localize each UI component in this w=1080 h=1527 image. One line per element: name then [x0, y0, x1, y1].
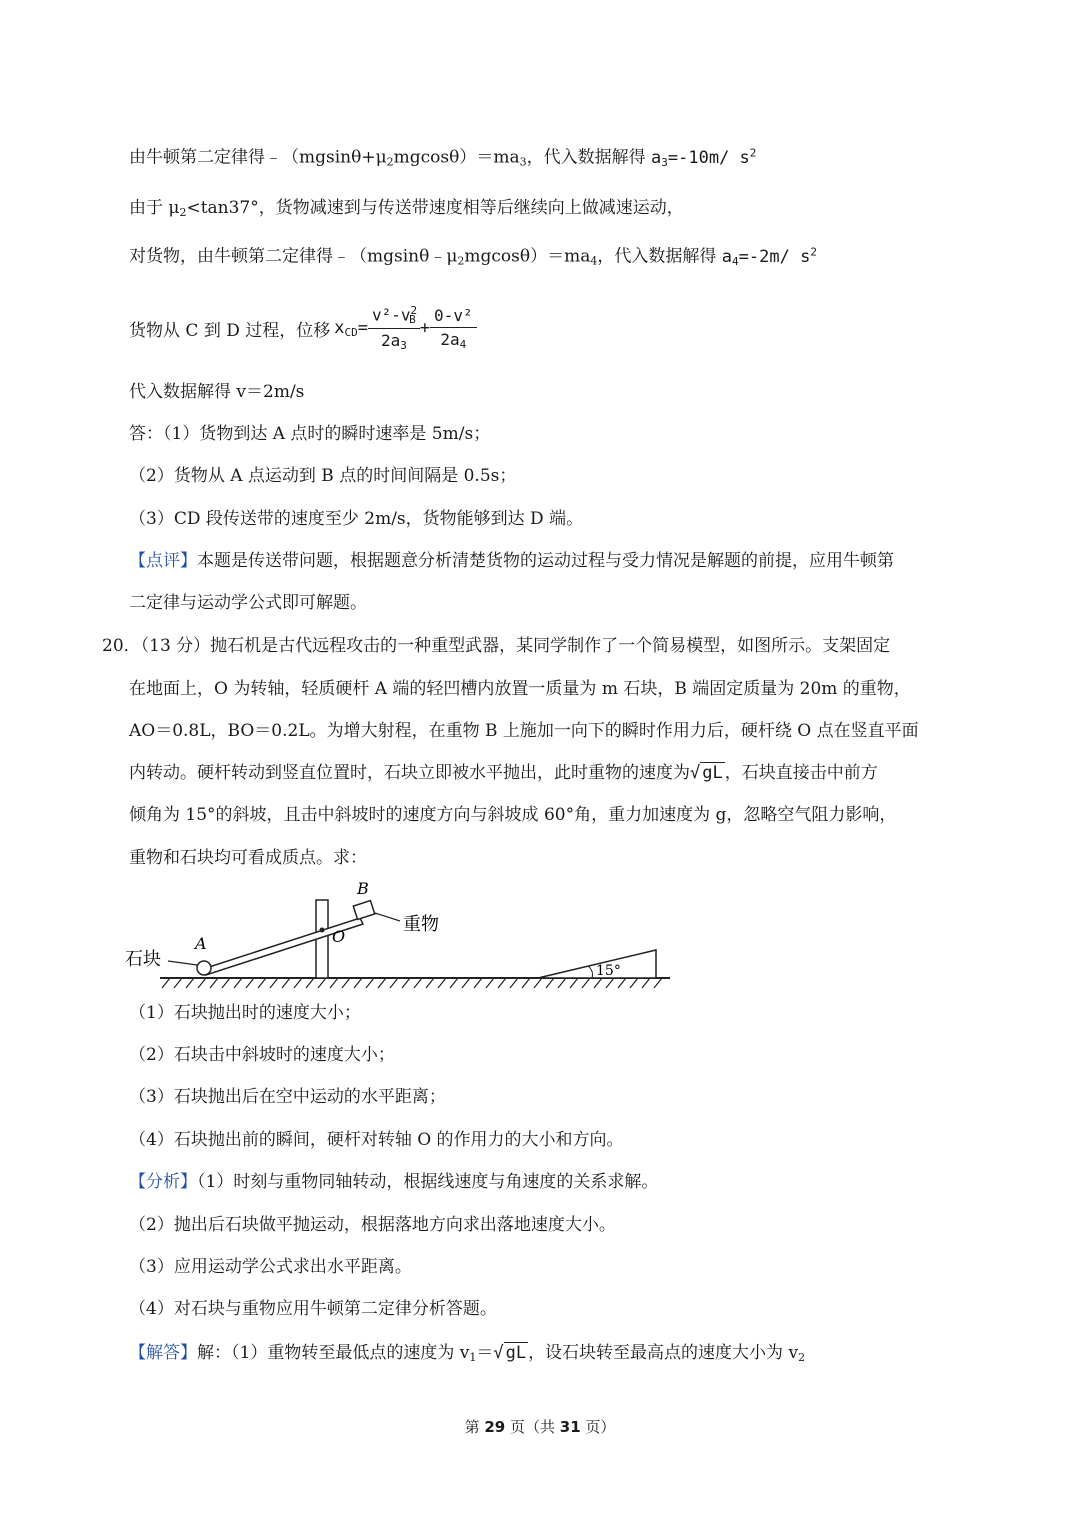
weight-B	[353, 901, 374, 920]
question-20-line-1: 20．（13 分）抛石机是古代远程攻击的一种重型武器，某同学制作了一个简易模型，如图所示。支架固定	[102, 636, 891, 656]
sub-question-3: （3）石块抛出后在空中运动的水平距离；	[129, 1087, 446, 1107]
eq-line-1: 由牛顿第二定律得$﹣(mgsin\theta+\mu_2mgcos\theta)=ma_3$，代入数据解得 $a_3=-10m/$ $s^2$	[129, 146, 757, 169]
sqrt-gl-2: √ gL	[493, 1343, 527, 1363]
trebuchet-figure	[120, 875, 680, 990]
answer-3: （3）CD 段传送带的速度至少 2m/s，货物能够到达 D 端。	[129, 509, 584, 529]
fraction-1: $\frac{v^2-v^2_B}{2a_3}$	[368, 304, 420, 352]
eq-line-xcd: 货物从 C 到 D 过程，位移 $x_{CD}=$ $\frac{v^2-v^2_B}{2a_3}$ + $\frac{\text{0-v²}}{2a_4}$	[129, 296, 477, 360]
text-line-2: 由于 $\mu_2<\tan 37^\circ$，货物减速到与传送带速度相等后继续向上做减速运动，	[129, 198, 684, 219]
sub-question-1: （1）石块抛出时的速度大小；	[129, 1003, 361, 1023]
analysis-line-3: （3）应用运动学公式求出水平距离。	[129, 1257, 412, 1277]
question-20-line-5: 倾角为 15°的斜坡，且击中斜坡时的速度方向与斜坡成 60°角，重力加速度为 g，忽略空气阻力影响，	[129, 805, 897, 825]
question-20-line-6: 重物和石块均可看成质点。求：	[129, 848, 367, 868]
analysis-line-4: （4）对石块与重物应用牛顿第二定律分析答题。	[129, 1299, 497, 1319]
solution-tag: 【解答】	[129, 1343, 197, 1363]
sub-question-4: （4）石块抛出前的瞬间，硬杆对转轴 O 的作用力的大小和方向。	[129, 1130, 624, 1150]
stone-A	[197, 961, 211, 975]
label-B: B	[357, 879, 369, 898]
text-line-5: 代入数据解得 v＝2m/s	[129, 382, 305, 402]
question-20-line-2: 在地面上，O 为转轴，轻质硬杆 A 端的轻凹槽内放置一质量为 m 石块，B 端固定质量为 20m 的重物，	[129, 679, 911, 699]
label-A: A	[195, 934, 207, 953]
label-O: O	[332, 927, 346, 946]
question-20-line-3: AO＝0.8L，BO＝0.2L。为增大射程，在重物 B 上施加一向下的瞬时作用力后，硬杆绕 O 点在竖直平面	[129, 721, 919, 741]
sqrt-gl: √ gL	[690, 763, 723, 783]
pivot-O	[320, 928, 325, 933]
formula-a3: $a_3=-10m/$ $s^2$	[651, 146, 757, 169]
label-stone: 石块	[125, 949, 161, 970]
formula-a4: $a_4=-2m/$ $s^2$	[721, 245, 817, 268]
page-footer: 第 29 页（共 31 页）	[464, 1418, 616, 1436]
label-weight: 重物	[403, 914, 439, 935]
fraction-2: $\frac{\text{0-v²}}{2a_4}$	[430, 306, 477, 351]
page-number: 29	[484, 1418, 506, 1436]
total-pages: 31	[559, 1418, 581, 1436]
sub-question-2: （2）石块击中斜坡时的速度大小；	[129, 1045, 395, 1065]
comment-tag: 【点评】	[129, 551, 197, 571]
eq-line-3: 对货物，由牛顿第二定律得$﹣(mgsin\theta﹣\mu_2mgcos\theta)=ma_4$，代入数据解得 $a_4=-2m/$ $s^2$	[129, 245, 817, 268]
analysis-line-2: （2）抛出后石块做平抛运动，根据落地方向求出落地速度大小。	[129, 1215, 616, 1235]
solution-line-1: 【解答】解：（1）重物转至最低点的速度为 $v_1=√$ gL ，设石块转至最高点的速度大小为 $v_2$	[129, 1343, 806, 1364]
ground-hatch	[162, 978, 662, 988]
analysis-tag: 【分析】	[129, 1172, 197, 1192]
answer-2: （2）货物从 A 点运动到 B 点的时间间隔是 0.5s；	[129, 466, 517, 486]
comment-line-2: 二定律与运动学公式即可解题。	[129, 593, 367, 613]
question-20-line-4: 内转动。硬杆转动到竖直位置时，石块立即被水平抛出，此时重物的速度为√ gL ，石块直接击中前方	[129, 763, 878, 783]
label-angle: 15°	[596, 963, 621, 979]
analysis-line-1: 【分析】（1）时刻与重物同轴转动，根据线速度与角速度的关系求解。	[129, 1172, 659, 1192]
answer-1: 答：（1）货物到达 A 点时的瞬时速率是 5m/s；	[129, 424, 491, 444]
comment-line: 【点评】本题是传送带问题，根据题意分析清楚货物的运动过程与受力情况是解题的前提，应用牛顿第	[129, 551, 894, 571]
